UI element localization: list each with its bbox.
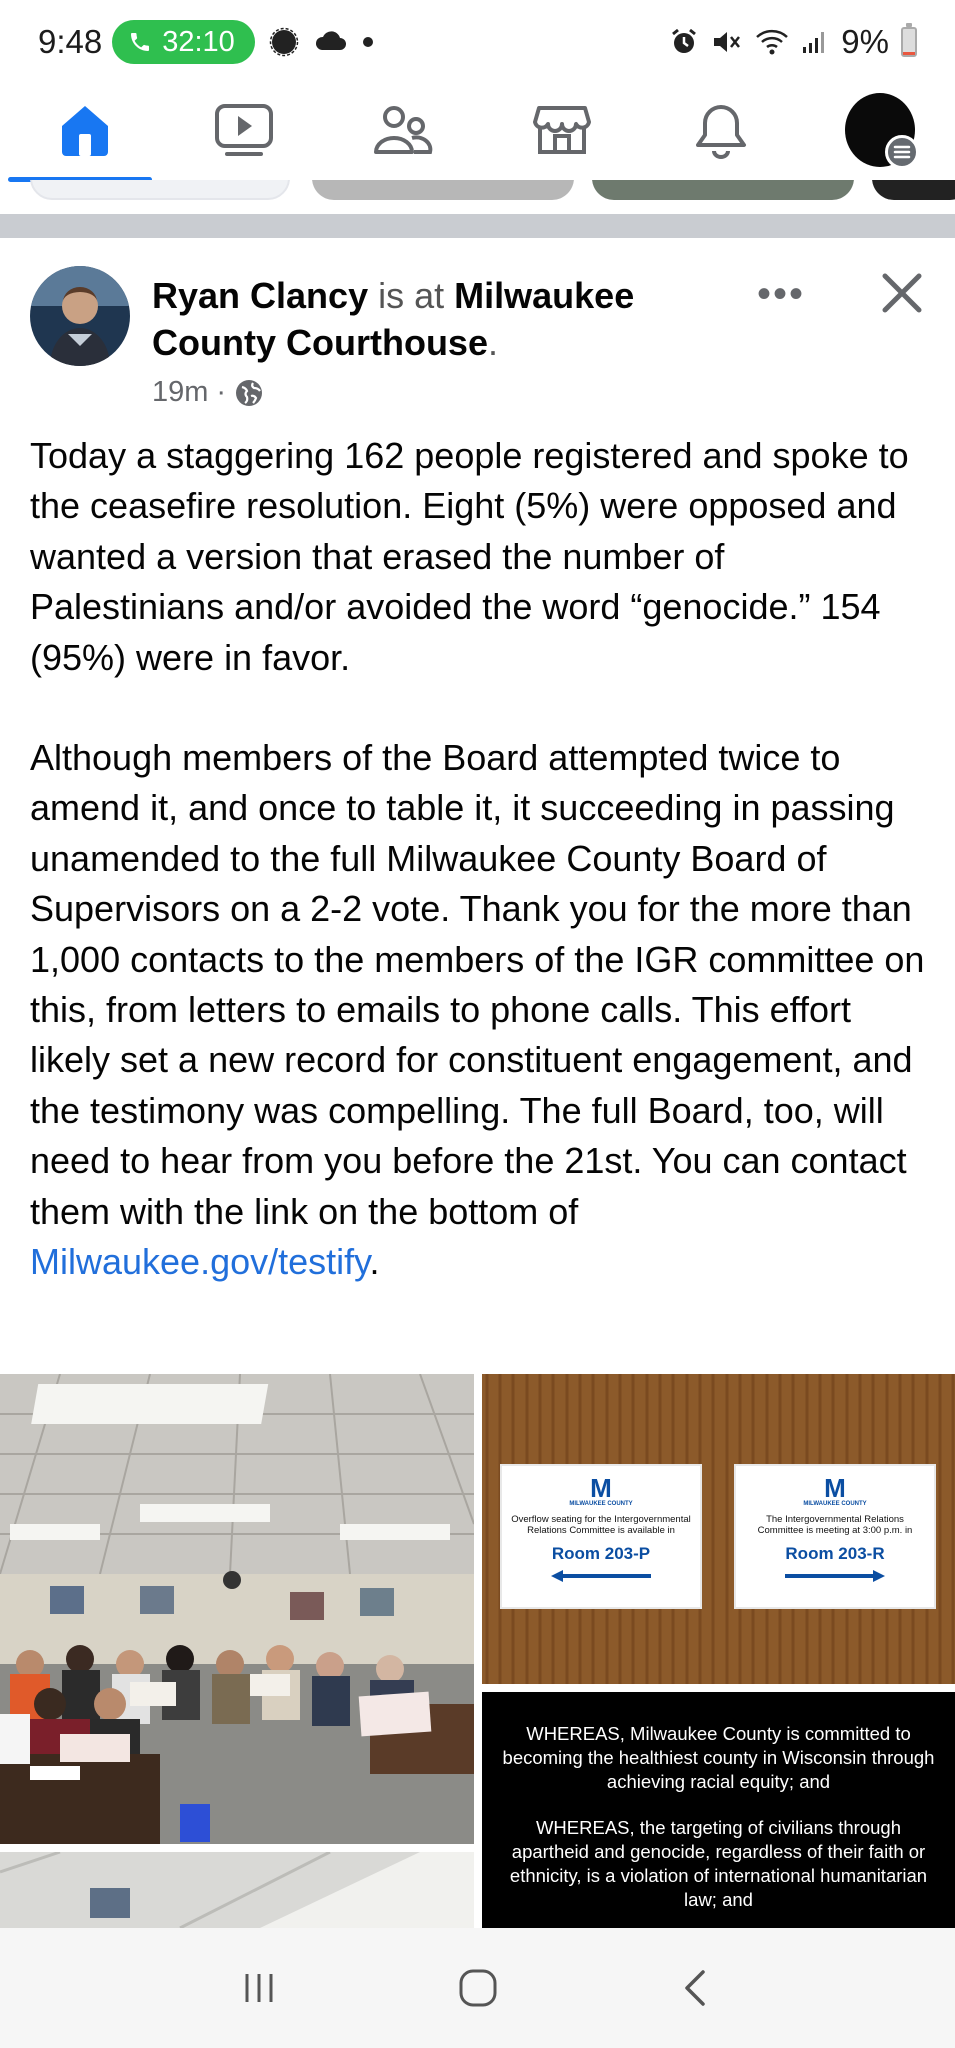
sign-org: MILWAUKEE COUNTY <box>803 1501 867 1507</box>
photo-ceiling[interactable] <box>0 1852 474 1928</box>
more-options-button[interactable]: ••• <box>756 272 805 316</box>
author-name[interactable]: Ryan Clancy <box>152 275 369 316</box>
link-period: . <box>369 1241 380 1283</box>
call-timer: 32:10 <box>162 25 235 58</box>
photo-resolution-text[interactable] <box>482 1692 955 1928</box>
globe-icon <box>234 378 264 408</box>
photo-committee-room[interactable] <box>0 1374 474 1844</box>
whereas-paragraph-1: WHEREAS, Milwaukee County is committed to becoming the healthiest county in Wisconsin through achieving racial equity; and <box>502 1723 935 1792</box>
alarm-icon <box>669 27 699 57</box>
story-card[interactable] <box>872 180 955 200</box>
post-subtitle <box>152 376 712 409</box>
arrow-right-icon <box>785 1570 885 1582</box>
whereas-paragraph-2: WHEREAS, the targeting of civilians through apartheid and genocide, regardless of their faith or ethnicity, is a violation of international humanitarian law; and <box>509 1817 928 1910</box>
post-photo-grid <box>0 1374 955 1928</box>
story-card[interactable] <box>30 180 290 200</box>
sign-org: MILWAUKEE COUNTY <box>569 1501 633 1507</box>
photo-room-signs[interactable] <box>482 1374 955 1684</box>
testify-link[interactable]: Milwaukee.gov/testify <box>30 1241 370 1283</box>
profile-avatar <box>845 93 915 167</box>
home-circle-icon[interactable] <box>456 1966 500 2010</box>
post-header <box>0 238 955 409</box>
tab-menu[interactable] <box>845 95 915 165</box>
tab-video[interactable] <box>209 95 279 165</box>
phone-icon <box>128 30 152 54</box>
back-icon[interactable] <box>677 1968 717 2008</box>
post-text <box>0 409 955 1288</box>
post-title <box>152 272 712 366</box>
title-period: . <box>487 322 498 363</box>
sign-text: Overflow seating for the Intergovernmental Relations Committee is available in <box>511 1514 691 1536</box>
stories-strip[interactable] <box>0 180 955 210</box>
battery-percent: 9% <box>841 23 889 60</box>
close-icon[interactable] <box>877 268 927 318</box>
marketplace-icon <box>531 102 593 158</box>
status-bar <box>0 0 955 84</box>
sign-meeting-room <box>734 1464 936 1609</box>
tab-notifications[interactable] <box>686 95 756 165</box>
post-paragraph-2 <box>30 733 925 1287</box>
home-icon <box>56 102 114 158</box>
milwaukee-logo: M <box>590 1473 612 1503</box>
recent-apps-icon[interactable] <box>239 1968 279 2008</box>
tab-marketplace[interactable] <box>527 95 597 165</box>
system-navigation-bar <box>0 1928 955 2048</box>
status-time: 9:48 <box>38 23 103 60</box>
mute-icon <box>711 27 743 57</box>
tab-home[interactable] <box>50 95 120 165</box>
sign-text: The Intergovernmental Relations Committee is meeting at 3:00 p.m. in <box>757 1514 913 1536</box>
notifications-icon <box>692 101 750 159</box>
post-paragraph-1: Today a staggering 162 people registered and spoke to the ceasefire resolution. Eight (5%) were opposed and wanted a version that erased the number of Palestinians and/or avoided the word “genocide.” 154 (95%) were in favor. <box>30 435 909 678</box>
menu-icon <box>885 135 919 169</box>
messenger-chat-icon <box>269 27 299 57</box>
battery-icon <box>901 27 917 57</box>
author-avatar[interactable] <box>30 266 130 366</box>
friends-icon <box>372 102 434 158</box>
arrow-left-icon <box>551 1570 651 1582</box>
feed-divider <box>0 214 955 238</box>
story-card[interactable] <box>592 180 854 200</box>
wifi-icon <box>755 28 789 56</box>
sign-overflow-seating <box>500 1464 702 1609</box>
checkin-connector: is at <box>378 275 445 316</box>
cloud-icon <box>313 30 347 54</box>
story-card[interactable] <box>312 180 574 200</box>
meta-separator: · <box>216 376 227 408</box>
sign-room: Room 203-R <box>785 1544 885 1563</box>
location-name[interactable]: Milwaukee County Courthouse <box>152 275 635 363</box>
post-timestamp[interactable]: 19m <box>152 376 209 408</box>
facebook-tab-bar <box>0 84 955 176</box>
post-paragraph-2-text: Although members of the Board attempted twice to amend it, and once to table it, it succeeding in passing unamended to the full Milwaukee County Board of Supervisors on a 2-2 vote. Thank you for the more than 1,000 contacts to the members of the IGR committee on this, from letters to emails to phone calls. This effort likely set a new record for constituent engagement, and the testimony was compelling. The full Board, too, will need to hear from you before the 21st. You can contact them with the link on the bottom of <box>30 737 925 1232</box>
ongoing-call-pill[interactable] <box>112 20 255 64</box>
signal-icon <box>801 29 829 55</box>
milwaukee-logo: M <box>824 1473 846 1503</box>
notification-dot-icon <box>361 35 375 49</box>
video-icon <box>213 102 275 158</box>
sign-room: Room 203-P <box>551 1544 651 1563</box>
tab-friends[interactable] <box>368 95 438 165</box>
